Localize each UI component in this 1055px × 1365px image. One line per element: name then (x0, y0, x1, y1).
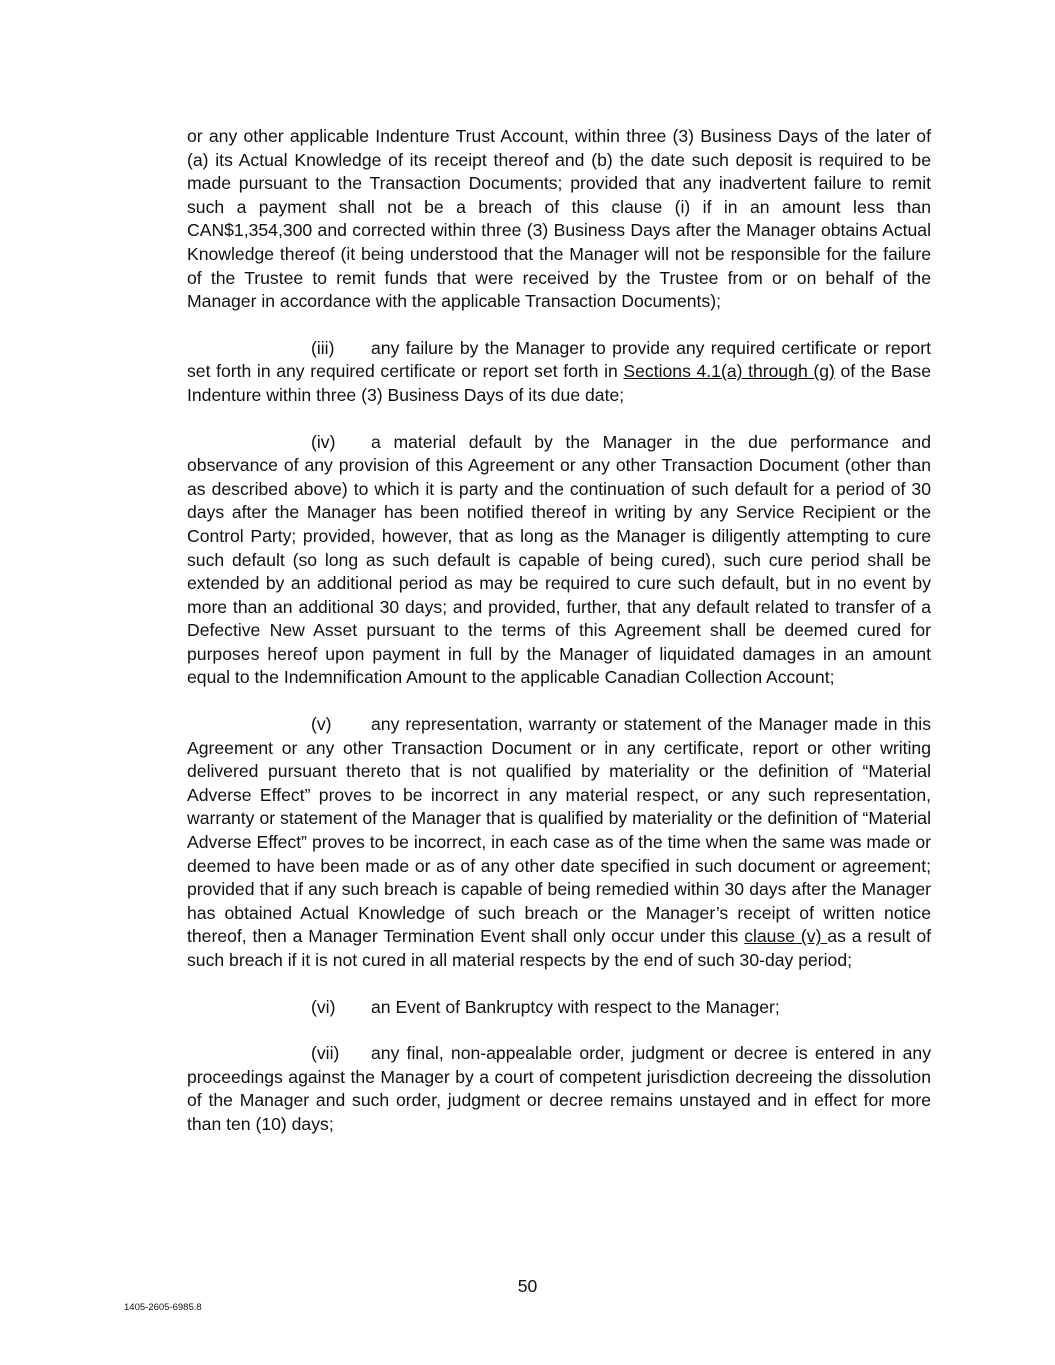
clause-text: any final, non-appealable order, judgment or decree is entered in any proceedings against the Manager by a court of competent jurisdiction decreeing the dissolution of the Manager and such order, judgment or decree remains unstayed and in effect for more than ten (10) days; (187, 1043, 931, 1134)
clause-text: any representation, warranty or statement of the Manager made in this Agreement or any other Transaction Document or in any certificate, report or other writing delivered pursuant thereto that is not qualified by materiality or the definition of “Material Adverse Effect” proves to be incorrect in any material respect, or any such representation, warranty or statement of the Manager that is qualified by materiality or the definition of “Material Adverse Effect” proves to be incorrect, in each case as of the time when the same was made or deemed to have been made or as of any other date specified in such document or agreement; provided that if any such breach is capable of being remedied within 30 days after the Manager has obtained Actual Knowledge of such breach or the Manager’s receipt of written notice thereof, then a Manager Termination Event shall only occur under this (187, 714, 931, 947)
clause-text-after: as a result of such breach if it is not cured in all material respects by the end of such 30-day period; (187, 926, 931, 970)
document-id: 1405-2605-6985.8 (124, 1302, 202, 1313)
clause-iii (187, 337, 931, 408)
paragraph-text: or any other applicable Indenture Trust Account, within three (3) Business Days of the later of (a) its Actual Knowledge of its receipt thereof and (b) the date such deposit is required to be made pursuant to the Transaction Documents; provided that any inadvertent failure to remit such a payment shall not be a breach of this clause (i) if in an amount less than CAN$1,354,300 and corrected within three (3) Business Days after the Manager obtains Actual Knowledge thereof (it being understood that the Manager will not be responsible for the failure of the Trustee to remit funds that were received by the Trustee from or on behalf of the Manager in accordance with the applicable Transaction Documents); (187, 126, 931, 312)
clause-text: an Event of Bankruptcy with respect to the Manager; (371, 996, 780, 1017)
document-body (187, 125, 931, 1160)
clause-reference-link[interactable]: clause (v) (744, 926, 828, 947)
clause-vi (187, 996, 931, 1020)
clause-text-after: of the Base Indenture within three (3) Business Days of its due date; (187, 361, 931, 405)
clause-v (187, 713, 931, 973)
clause-number: (vi) (311, 996, 336, 1017)
section-reference-link[interactable]: Sections 4.1(a) through (g) (623, 361, 835, 382)
paragraph-continuation (187, 125, 931, 314)
page-number: 50 (517, 1276, 538, 1296)
clause-number: (iii) (311, 337, 335, 358)
clause-text: a material default by the Manager in the due performance and observance of any provision of this Agreement or any other Transaction Document (other than as described above) to which it is party and the continuation of such default for a period of 30 days after the Manager has been notified thereof in writing by any Service Recipient or the Control Party; provided, however, that as long as the Manager is diligently attempting to cure such default (so long as such default is capable of being cured), such cure period shall be extended by an additional period as may be required to cure such default, but in no event by more than an additional 30 days; and provided, further, that any default related to transfer of a Defective New Asset pursuant to the terms of this Agreement shall be deemed cured for purposes hereof upon payment in full by the Manager of liquidated damages in an amount equal to the Indemnification Amount to the applicable Canadian Collection Account; (187, 431, 931, 688)
clause-number: (iv) (311, 431, 336, 452)
clause-number: (vii) (311, 1043, 340, 1064)
clause-text: any failure by the Manager to provide any required certificate or report set forth in any required certificate or report set forth in (187, 337, 931, 382)
clause-vii (187, 1042, 931, 1136)
clause-number: (v) (311, 714, 332, 735)
clause-iv (187, 431, 931, 691)
